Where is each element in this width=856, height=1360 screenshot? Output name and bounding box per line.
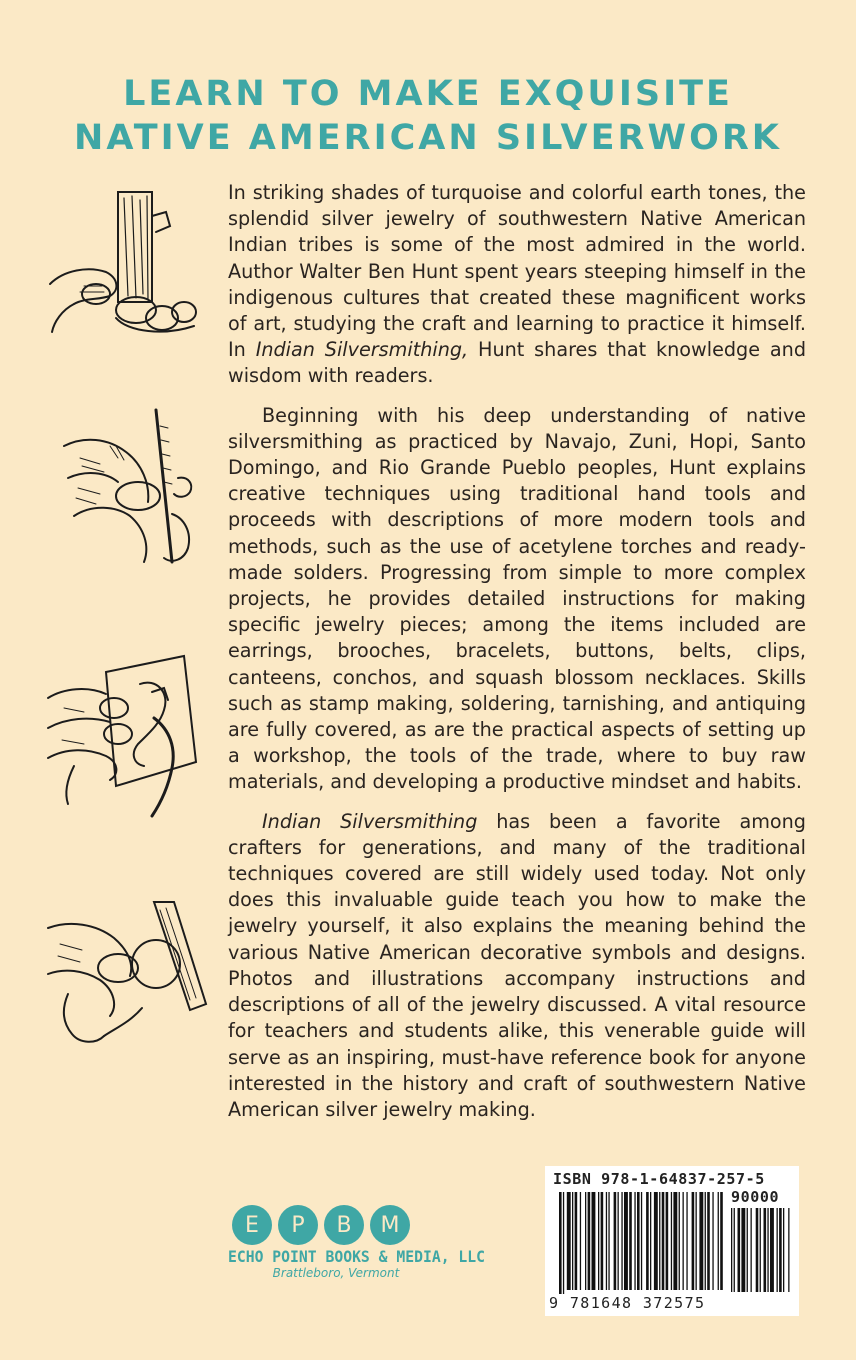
barcode-bar: [705, 1192, 706, 1290]
addon-bar: [756, 1208, 759, 1292]
barcode-bar: [699, 1192, 703, 1290]
logo-letter-b: B: [324, 1205, 364, 1245]
barcode-bar: [606, 1192, 607, 1290]
hand-tool-illustration-3: [44, 648, 204, 818]
addon-bar: [777, 1208, 778, 1292]
headline-line-1: LEARN TO MAKE EXQUISITE: [123, 74, 733, 114]
description-text: [228, 180, 806, 1136]
barcode-bar: [601, 1192, 604, 1290]
barcode-bar: [598, 1192, 599, 1290]
hand-tool-illustration-2: [60, 406, 212, 568]
addon-bar: [779, 1208, 782, 1292]
barcode-bar: [696, 1192, 697, 1290]
addon-bar: [764, 1208, 767, 1292]
logo-letter-circles: [228, 1205, 444, 1245]
barcode-bar: [621, 1192, 622, 1290]
addon-bar: [741, 1208, 745, 1292]
barcode-bar: [686, 1192, 687, 1290]
publisher-logo: [228, 1205, 486, 1291]
barcode-bar: [718, 1192, 719, 1290]
barcode-bar: [580, 1192, 581, 1290]
barcode-bar: [666, 1192, 669, 1290]
book-title-italic: Indian Silversmithing: [262, 809, 478, 833]
paragraph-1: In striking shades of turquoise and colorful earth tones, the splendid silver jewelry of southwestern Native American Indian tribes is some of the most admired in the world. Author Walter Ben Hunt spent years steeping himself in the indigenous cultures that created these magnificent works of art, studying the craft and learning to practice it himself. In Indian Silversmithing, Hunt shares that knowledge and wisdom with readers.: [228, 181, 806, 388]
hand-tool-illustration-1: [44, 186, 204, 336]
barcode-bar: [575, 1192, 578, 1290]
barcode-bar: [608, 1192, 609, 1290]
paragraph-3: Indian Silversmithing has been a favorite among crafters for generations, and many of the traditional techniques covered are still widely used today. Not only does this invaluable guide teach you how to make the jewelry yourself, it also explains the meaning behind the various Native American decorative symbols and designs. Photos and illustrations accompany instructions and descriptions of all of the jewelry discussed. A vital resource for teachers and students alike, this venerable guide will serve as an inspiring, must-have reference book for anyone interested in the history and craft of southwestern Native American silver jewelry making.: [228, 809, 806, 1121]
addon-bar: [738, 1208, 741, 1292]
barcode-bar: [588, 1192, 591, 1290]
barcode-bar: [614, 1192, 617, 1290]
publisher-location: Brattleboro, Vermont: [272, 1266, 400, 1280]
barcode-bar: [692, 1192, 695, 1290]
isbn-label: ISBN 978-1-64837-257-5: [553, 1170, 765, 1188]
barcode-bar: [654, 1192, 658, 1290]
barcode-bar: [646, 1192, 649, 1290]
barcode-bar: [572, 1192, 573, 1290]
barcode-bar: [641, 1192, 642, 1290]
barcode-bar: [720, 1192, 723, 1290]
barcode-bar: [634, 1192, 635, 1290]
barcode-bar: [707, 1192, 710, 1290]
barcode-bar: [624, 1192, 628, 1290]
barcode-bar: [585, 1192, 586, 1290]
barcode-bar: [637, 1192, 640, 1290]
barcode-bar: [618, 1192, 619, 1290]
addon-bar: [760, 1208, 761, 1292]
barcode-bar: [679, 1192, 680, 1290]
addon-bar: [751, 1208, 752, 1292]
price-addon-number: 90000: [731, 1188, 780, 1206]
addon-bar: [734, 1208, 735, 1292]
addon-bar: [747, 1208, 748, 1292]
addon-bar: [767, 1208, 768, 1292]
barcode-bar: [559, 1192, 562, 1294]
barcode-bar: [629, 1192, 632, 1290]
book-title-italic: Indian Silversmithing,: [255, 338, 469, 362]
barcode-bar: [567, 1192, 571, 1290]
barcode-bar: [683, 1192, 684, 1290]
addon-bar: [788, 1208, 789, 1292]
cover-headline: [0, 72, 856, 160]
ean-digits: 9 781648 372575: [549, 1294, 706, 1312]
publisher-name: ECHO POINT BOOKS & MEDIA, LLC: [228, 1247, 486, 1266]
barcode-bar: [712, 1192, 713, 1290]
addon-bar: [731, 1208, 732, 1292]
logo-letter-m: M: [370, 1205, 410, 1245]
barcode-bar: [592, 1192, 596, 1290]
barcode-bar: [650, 1192, 651, 1290]
paragraph-2: Beginning with his deep understanding of native silversmithing as practiced by Navajo, Zuni, Hopi, Santo Domingo, and Rio Grande Pueblo peoples, Hunt explains creative techniques using traditional hand tools and proceeds with descriptions of more modern tools and methods, such as the use of acetylene torches and ready-made solders. Progressing from simple to more complex projects, he provides detailed instructions for making specific jewelry pieces; among the items included are earrings, brooches, bracelets, buttons, belts, clips, canteens, conchos, and squash blossom necklaces. Skills such as stamp making, soldering, tarnishing, and antiquing are fully covered, as are the practical aspects of setting up a workshop, the tools of the trade, where to buy raw materials, and developing a productive mindset and habits.: [228, 403, 806, 794]
headline-line-2: NATIVE AMERICAN SILVERWORK: [74, 118, 782, 158]
barcode-bar: [673, 1192, 677, 1290]
logo-letter-p: P: [278, 1205, 318, 1245]
barcode-bar: [671, 1192, 672, 1290]
logo-letter-e: E: [232, 1205, 272, 1245]
hand-tool-illustration-4: [44, 898, 210, 1048]
addon-bar: [770, 1208, 774, 1292]
addon-bar: [783, 1208, 784, 1292]
barcode-bar: [662, 1192, 665, 1290]
isbn-barcode: [545, 1166, 799, 1316]
barcode-bar: [659, 1192, 660, 1290]
barcode-bar: [563, 1192, 564, 1294]
